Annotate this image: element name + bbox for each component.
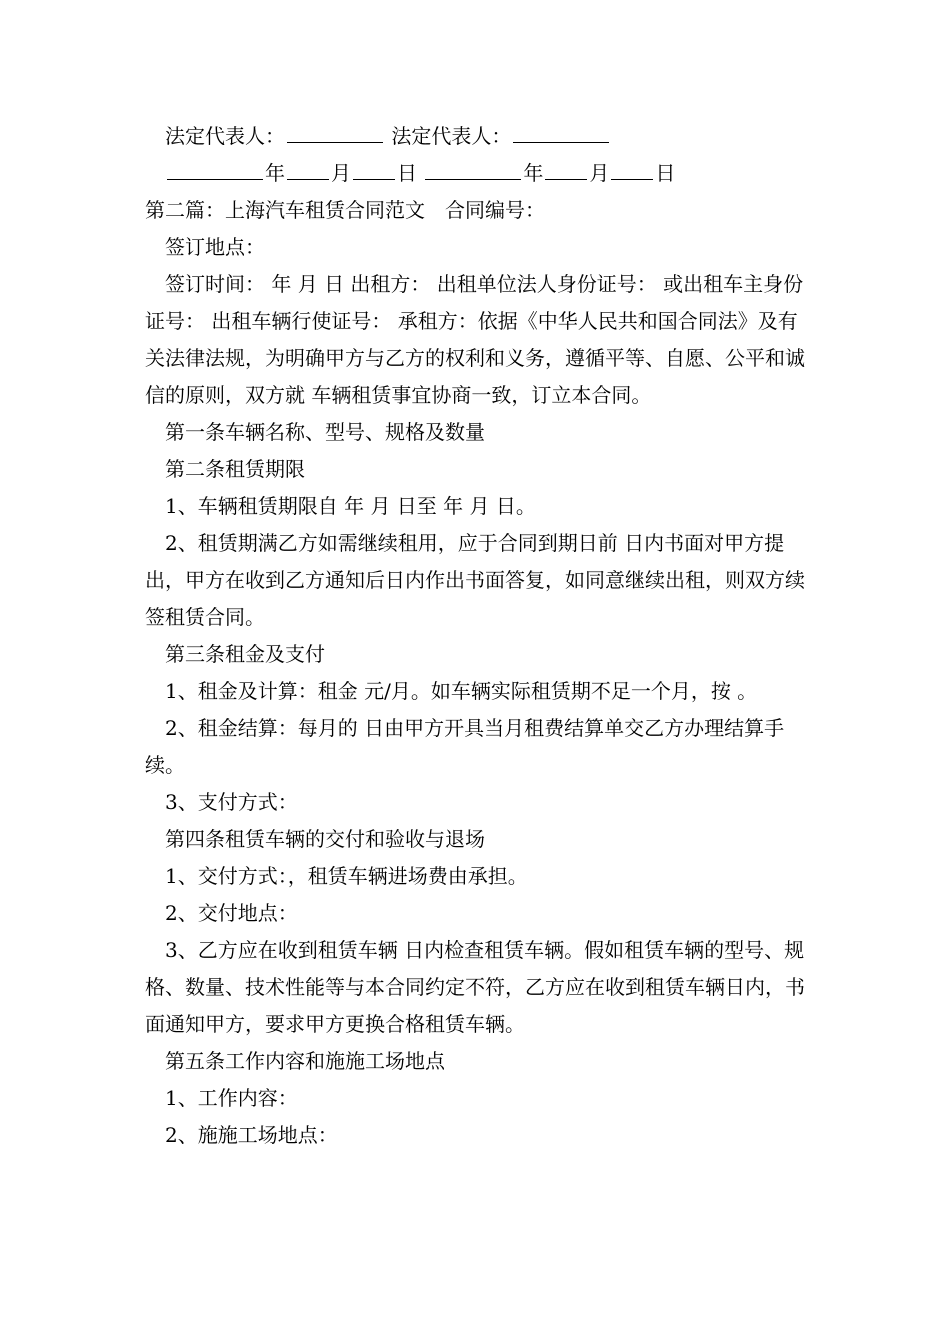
blank-year-b — [425, 155, 521, 180]
article-4-clause-1: 1、交付方式：，租赁车辆进场费由承担。 — [165, 864, 528, 888]
article-5-clause-2: 2、施施工场地点： — [165, 1123, 338, 1147]
legal-rep-label-party-b: 法定代表人： — [391, 124, 512, 148]
blank-month-b — [545, 155, 587, 180]
blank-year-a — [167, 155, 263, 180]
article-3-clause-3: 3、支付方式： — [165, 790, 298, 814]
month-label-b: 月 — [589, 161, 610, 185]
article-3-clause-1: 1、租金及计算：租金 元/月。如车辆实际租赁期不足一个月，按 。 — [165, 679, 758, 703]
signing-place: 签订地点： — [165, 235, 265, 259]
year-label-a: 年 — [265, 161, 285, 185]
day-label-a: 日 — [397, 161, 417, 185]
blank-legal-rep-party-a — [287, 118, 383, 143]
article-5-heading: 第五条工作内容和施施工场地点 — [165, 1049, 445, 1073]
document-body — [145, 118, 810, 1154]
legal-rep-label-party-a: 法定代表人： — [165, 124, 285, 148]
signature-line-legal-rep — [145, 118, 810, 155]
article-5-clause-1: 1、工作内容： — [165, 1086, 298, 1110]
blank-legal-rep-party-b — [513, 118, 609, 143]
article-1-heading: 第一条车辆名称、型号、规格及数量 — [165, 420, 485, 444]
article-4-heading: 第四条租赁车辆的交付和验收与退场 — [165, 827, 485, 851]
signature-line-date — [145, 155, 810, 192]
article-4-clause-2: 2、交付地点： — [165, 901, 298, 925]
blank-month-a — [287, 155, 329, 180]
blank-day-a — [353, 155, 395, 180]
article-3-clause-2: 2、租金结算：每月的 日由甲方开具当月租费结算单交乙方办理结算手续。 — [145, 716, 785, 777]
month-label-a: 月 — [331, 161, 351, 185]
article-3-heading: 第三条租金及支付 — [165, 642, 325, 666]
blank-day-b — [611, 155, 653, 180]
contract-preamble: 签订时间： 年 月 日 出租方： 出租单位法人身份证号： 或出租车主身份证号： 出租车辆行使证号： 承租方：依据《中华人民共和国合同法》及有关法律法规，为明确甲方与乙方的权利和义务，遵循平等、自愿、公平和诚信的原则，双方就 车辆租赁事宜协商一致，订立本合同。 — [145, 272, 805, 407]
article-4-clause-3: 3、乙方应在收到租赁车辆 日内检查租赁车辆。假如租赁车辆的型号、规格、数量、技术性能等与本合同约定不符，乙方应在收到租赁车辆日内，书面通知甲方，要求甲方更换合格租赁车辆。 — [145, 938, 805, 1036]
article-2-heading: 第二条租赁期限 — [165, 457, 305, 481]
section-heading-part-two: 第二篇：上海汽车租赁合同范文 合同编号： — [145, 198, 545, 222]
article-2-clause-1: 1、车辆租赁期限自 年 月 日至 年 月 日。 — [165, 494, 536, 518]
day-label-b: 日 — [655, 161, 676, 185]
year-label-b: 年 — [523, 161, 544, 185]
article-2-clause-2: 2、租赁期满乙方如需继续租用，应于合同到期日前 日内书面对甲方提出，甲方在收到乙方通知后日内作出书面答复，如同意继续出租，则双方续签租赁合同。 — [145, 531, 805, 629]
